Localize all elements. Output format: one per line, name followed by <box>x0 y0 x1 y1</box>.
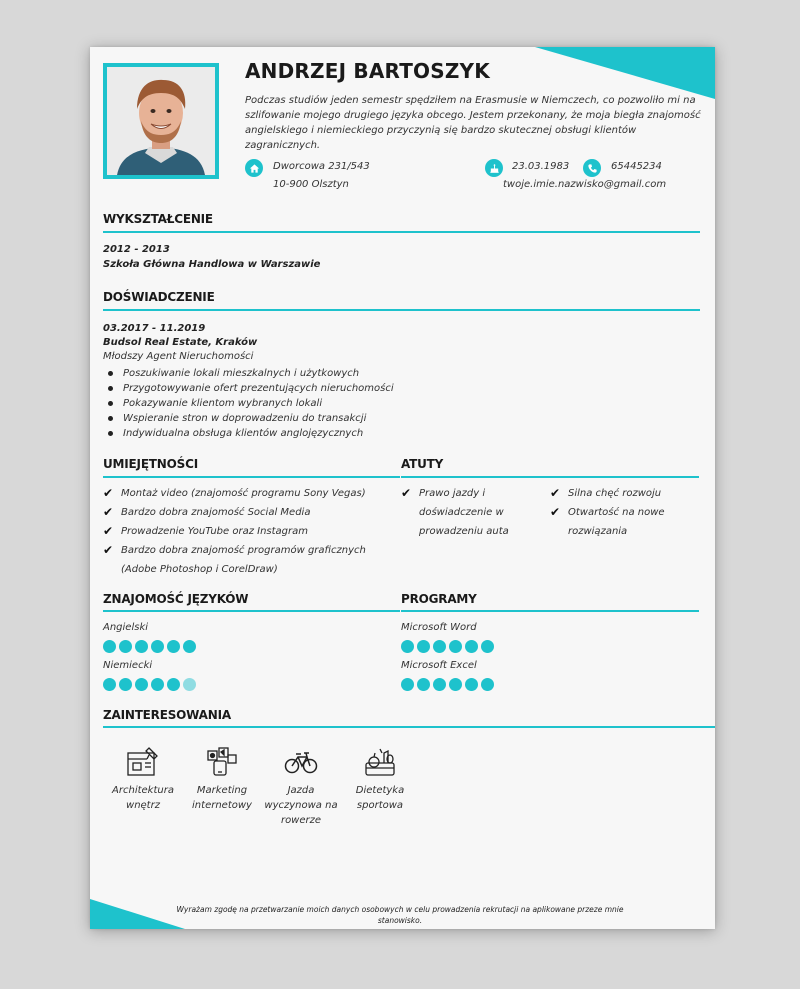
level-dot-filled <box>135 640 148 653</box>
architecture-icon <box>125 745 161 779</box>
language-name: Niemiecki <box>103 660 153 671</box>
home-icon <box>245 159 263 177</box>
profile-photo <box>103 63 219 179</box>
check-icon: ✔ <box>103 543 114 557</box>
experience-divider <box>103 309 700 311</box>
list-item: Pokazywanie klientom wybranych lokali <box>103 396 394 411</box>
corner-decoration-top <box>535 47 715 99</box>
level-dot-filled <box>465 678 478 691</box>
check-icon: ✔ <box>550 505 561 519</box>
language-name: Angielski <box>103 622 149 633</box>
assets-list-2 <box>550 484 695 541</box>
programs-divider <box>401 610 699 612</box>
check-icon: ✔ <box>401 486 412 500</box>
program-level-dots <box>401 640 494 653</box>
list-item: ✔ Bardzo dobra znajomość programów graficznych (Adobe Photoshop i CorelDraw) <box>103 543 366 575</box>
phone-number: 65445234 <box>611 161 662 172</box>
program-level-dots <box>401 678 494 691</box>
interests-divider <box>103 726 715 728</box>
level-dot-filled <box>481 640 494 653</box>
language-level-dots <box>103 640 196 653</box>
experience-title: DOŚWIADCZENIE <box>103 290 215 304</box>
list-item: Indywidualna obsługa klientów anglojęzycznych <box>103 426 394 441</box>
address-line-2: 10-900 Olsztyn <box>273 179 349 190</box>
level-dot-filled <box>417 678 430 691</box>
interest-item <box>103 745 183 813</box>
interest-label: Marketing internetowy <box>192 785 252 811</box>
experience-dates: 03.2017 - 11.2019 <box>103 323 206 334</box>
experience-company: Budsol Real Estate, Kraków <box>103 337 258 348</box>
interest-item <box>182 745 262 813</box>
skills-list <box>103 484 403 579</box>
interest-item <box>261 745 341 828</box>
assets-title: ATUTY <box>401 457 444 471</box>
check-icon: ✔ <box>103 486 114 500</box>
level-dot-filled <box>151 640 164 653</box>
list-item: ✔ Silna chęć rozwoju <box>550 484 695 503</box>
birth-date: 23.03.1983 <box>512 161 570 172</box>
education-title: WYKSZTAŁCENIE <box>103 212 213 226</box>
level-dot-filled <box>449 640 462 653</box>
interests-title: ZAINTERESOWANIA <box>103 708 231 722</box>
level-dot-filled <box>167 640 180 653</box>
program-name: Microsoft Word <box>401 622 477 633</box>
list-item: ✔ Prowadzenie YouTube oraz Instagram <box>103 522 403 541</box>
skills-title: UMIEJĘTNOŚCI <box>103 457 198 471</box>
level-dot-filled <box>135 678 148 691</box>
level-dot-filled <box>119 640 132 653</box>
assets-divider <box>401 476 699 478</box>
interest-label: Jazda wyczynowa na rowerze <box>264 785 338 826</box>
resume-page <box>90 47 715 929</box>
list-item: Wspieranie stron w doprowadzeniu do transakcji <box>103 411 394 426</box>
check-icon: ✔ <box>550 486 561 500</box>
list-item: ✔ Montaż video (znajomość programu Sony Vegas) <box>103 484 403 503</box>
list-item: ✔ Bardzo dobra znajomość Social Media <box>103 503 403 522</box>
level-dot-filled <box>449 678 462 691</box>
level-dot-filled <box>433 678 446 691</box>
phone-icon <box>583 159 601 177</box>
level-dot-filled <box>119 678 132 691</box>
level-dot-empty <box>183 678 196 691</box>
interest-label: Dietetyka sportowa <box>355 785 405 811</box>
education-divider <box>103 231 700 233</box>
level-dot-filled <box>481 678 494 691</box>
level-dot-filled <box>103 640 116 653</box>
program-name: Microsoft Excel <box>401 660 477 671</box>
list-item: Przygotowywanie ofert prezentujących nieruchomości <box>103 381 394 396</box>
level-dot-filled <box>183 640 196 653</box>
check-icon: ✔ <box>103 524 114 538</box>
bicycle-icon <box>283 745 319 779</box>
experience-position: Młodszy Agent Nieruchomości <box>103 351 254 362</box>
languages-title: ZNAJOMOŚĆ JĘZYKÓW <box>103 592 249 606</box>
check-icon: ✔ <box>103 505 114 519</box>
level-dot-filled <box>401 678 414 691</box>
address-line-1: Dworcowa 231/543 <box>273 161 370 172</box>
level-dot-filled <box>401 640 414 653</box>
interest-label: Architektura wnętrz <box>112 785 174 811</box>
email-address: twoje.imie.nazwisko@gmail.com <box>503 179 667 190</box>
education-school: Szkoła Główna Handlowa w Warszawie <box>103 259 321 270</box>
marketing-icon <box>204 745 240 779</box>
level-dot-filled <box>103 678 116 691</box>
level-dot-filled <box>465 640 478 653</box>
candidate-name: ANDRZEJ BARTOSZYK <box>245 59 490 83</box>
interest-item <box>340 745 420 813</box>
list-item: ✔ Otwartość na nowe rozwiązania <box>550 505 665 537</box>
languages-divider <box>103 610 400 612</box>
cake-icon <box>485 159 503 177</box>
skills-divider <box>103 476 400 478</box>
assets-list-1 <box>401 484 531 541</box>
list-item: Poszukiwanie lokali mieszkalnych i użytkowych <box>103 366 394 381</box>
education-dates: 2012 - 2013 <box>103 244 170 255</box>
programs-title: PROGRAMY <box>401 592 477 606</box>
level-dot-filled <box>433 640 446 653</box>
duties-list <box>103 366 394 441</box>
consent-clause: Wyrażam zgodę na przetwarzanie moich danych osobowych w celu prowadzenia rekrutacji na aplikowane przeze mnie stanowisko. <box>176 905 624 925</box>
list-item: ✔ Prawo jazdy i doświadczenie w prowadzeniu auta <box>401 486 509 537</box>
language-level-dots <box>103 678 196 691</box>
level-dot-filled <box>167 678 180 691</box>
level-dot-filled <box>151 678 164 691</box>
intro-text: Podczas studiów jeden semestr spędziłem na Erasmusie w Niemczech, co pozwoliło mi na szlifowanie mojego drugiego języka obcego. Jestem przekonany, że moja biegła znajomość angielskiego i niemieckiego przyczynią się bardzo skutecznej obsługi klientów zagranicznych. <box>245 95 701 151</box>
level-dot-filled <box>417 640 430 653</box>
diet-icon <box>362 745 398 779</box>
